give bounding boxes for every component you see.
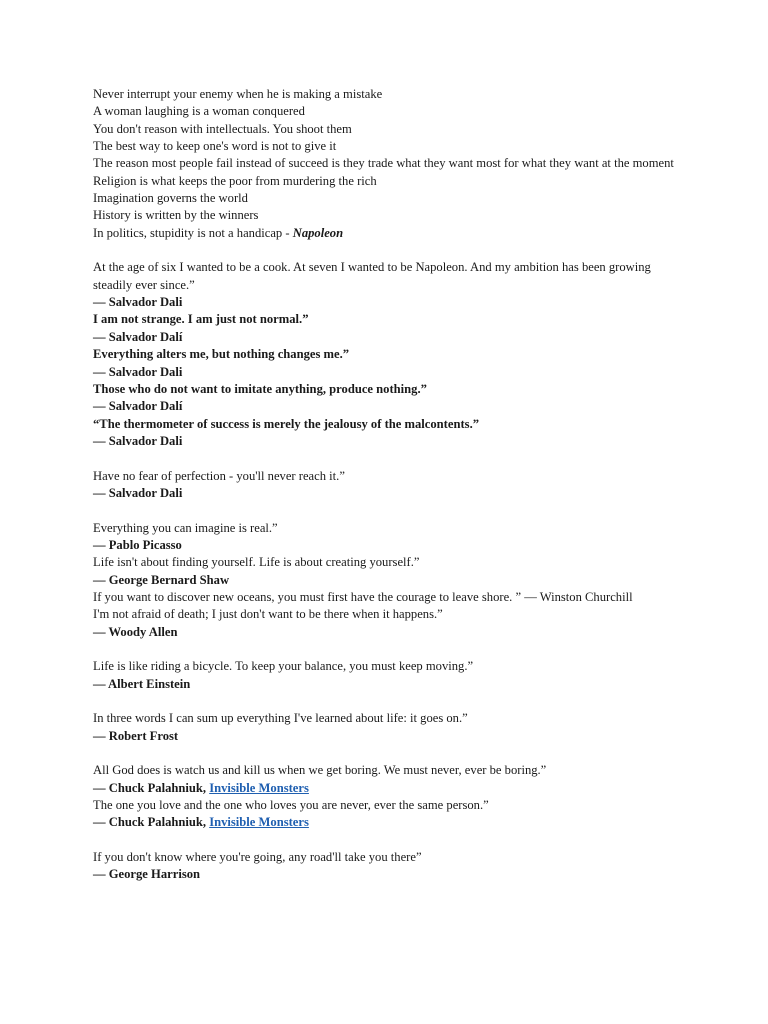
spacer [93,745,683,762]
napoleon-quote-9-text: In politics, stupidity is not a handicap - [93,225,293,240]
frost-quote: In three words I can sum up everything I've learned about life: it goes on.” [93,711,468,726]
palahniuk-attribution-2 [93,814,683,831]
dali-author-3: ― Salvador Dali [93,364,183,379]
einstein-quote: Life is like riding a bicycle. To keep your balance, you must keep moving.” [93,659,474,674]
palahniuk-attribution-1 [93,780,683,797]
spacer [93,693,683,710]
dali-author-1: ― Salvador Dali [93,295,183,310]
dali-author-2: ― Salvador Dalí [93,329,183,344]
spacer [93,450,683,467]
invisible-monsters-link[interactable]: Invisible Monsters [209,815,309,830]
invisible-monsters-link[interactable]: Invisible Monsters [209,780,309,795]
spacer [93,832,683,849]
dali-author-6: ― Salvador Dali [93,485,183,500]
napoleon-quote-7: Imagination governs the world [93,191,248,206]
napoleon-quote-3: You don't reason with intellectuals. You shoot them [93,121,352,136]
dali-author-4: ― Salvador Dalí [93,399,183,414]
allen-author: ― Woody Allen [93,624,178,639]
churchill-quote: If you want to discover new oceans, you must first have the courage to leave shore. ” ― Winston Churchill [93,589,633,604]
dali-quote-1: At the age of six I wanted to be a cook. At seven I wanted to be Napoleon. And my ambition has been growing steadily ever since.” [93,260,651,292]
spacer [93,502,683,519]
dali-quote-5: “The thermometer of success is merely the jealousy of the malcontents.” [93,416,480,431]
palahniuk-quote-1: All God does is watch us and kill us when we get boring. We must never, ever be boring.” [93,763,547,778]
napoleon-quote-1: Never interrupt your enemy when he is making a mistake [93,87,383,101]
harrison-author: ― George Harrison [93,867,201,882]
dali-quote-2: I am not strange. I am just not normal.” [93,312,309,327]
spacer [93,242,683,259]
shaw-quote: Life isn't about finding yourself. Life is about creating yourself.” [93,555,420,570]
palahniuk-quote-2: The one you love and the one who loves you are never, ever the same person.” [93,798,489,813]
picasso-quote: Everything you can imagine is real.” [93,520,278,535]
dali-author-5: ― Salvador Dali [93,433,183,448]
frost-author: ― Robert Frost [93,728,179,743]
einstein-author: ― Albert Einstein [93,676,191,691]
napoleon-author: Napoleon [292,225,344,240]
spacer [93,641,683,658]
palahniuk-author: ― Chuck Palahniuk, [93,780,210,795]
document-page [93,86,683,884]
picasso-author: ― Pablo Picasso [93,537,182,552]
dali-quote-4: Those who do not want to imitate anything, produce nothing.” [93,381,427,396]
napoleon-quote-5: The reason most people fail instead of succeed is they trade what they want most for what they want at the moment [93,156,674,171]
dali-quote-3: Everything alters me, but nothing changes me.” [93,347,350,362]
napoleon-quote-8: History is written by the winners [93,208,259,223]
dali-quote-6: Have no fear of perfection - you'll never reach it.” [93,468,345,483]
palahniuk-author: ― Chuck Palahniuk, [93,815,210,830]
napoleon-quote-6: Religion is what keeps the poor from murdering the rich [93,173,377,188]
napoleon-quote-9 [93,225,683,242]
harrison-quote: If you don't know where you're going, any road'll take you there” [93,850,422,865]
allen-quote: I'm not afraid of death; I just don't want to be there when it happens.” [93,607,443,622]
napoleon-quote-4: The best way to keep one's word is not to give it [93,139,337,154]
shaw-author: ― George Bernard Shaw [93,572,230,587]
napoleon-quote-2: A woman laughing is a woman conquered [93,104,305,119]
